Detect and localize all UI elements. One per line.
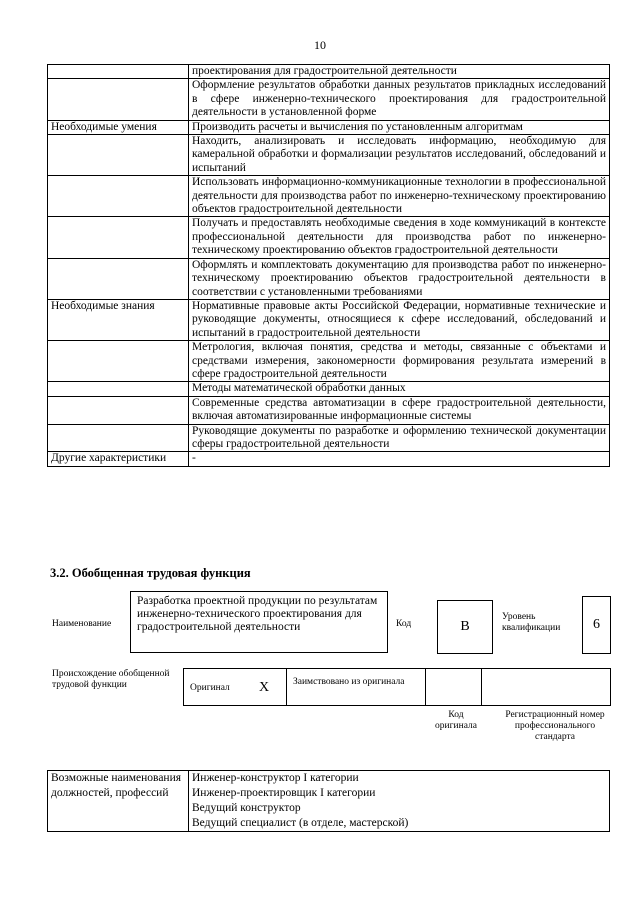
row-text: Находить, анализировать и исследовать информацию, необходимую для камеральной обработки и формализации результатов исследований, обследований и испытаний [189,135,610,176]
job-title: Инженер-конструктор I категории [192,772,359,784]
function-code-box: В [437,600,493,654]
row-label [48,217,189,258]
section-heading: 3.2. Обобщенная трудовая функция [50,566,251,580]
row-text: проектирования для градостроительной деятельности [189,65,610,79]
row-text: Производить расчеты и вычисления по установленным алгоритмам [189,120,610,134]
origin-row [183,668,611,706]
row-text: Получать и предоставлять необходимые сведения в ходе коммуникаций в контексте профессиональной деятельности для производства работ по инженерно-техническому проектированию объектов градостроительной деятельности [189,217,610,258]
table-row [48,341,610,382]
row-text: Оформление результатов обработки данных результатов прикладных исследований в сфере инженерно-технического проектирования для градостроительной деятельности в установленной форме [189,79,610,120]
table-row [48,258,610,299]
row-label: Необходимые знания [48,299,189,340]
table-row [48,135,610,176]
table-row [48,176,610,217]
code-original-cell [426,669,482,705]
reg-number-cell [482,669,612,705]
table-row [48,120,610,134]
row-text: Руководящие документы по разработке и оформлению технической документации сферы градостроительной деятельности [189,424,610,452]
table-row [48,299,610,340]
table-row [48,424,610,452]
reg-number-caption: Регистрационный номер профессионального стандарта [505,710,605,742]
table-row [48,217,610,258]
job-titles-list [189,771,610,832]
page-number: 10 [314,38,326,52]
row-text: Современные средства автоматизации в сфере градостроительной деятельности, включая автоматизированные информационные системы [189,396,610,424]
job-title: Ведущий специалист (в отделе, мастерской) [192,817,409,829]
function-name-box: Разработка проектной продукции по результатам инженерно-технического проектирования для градостроительной деятельности [130,591,388,653]
row-text: Метрология, включая понятия, средства и методы, связанные с объектами и средствами измерения, закономерности формирования результата измерений в сфере градостроительной деятельности [189,341,610,382]
row-label [48,258,189,299]
row-label [48,382,189,396]
table-row [48,65,610,79]
row-label [48,79,189,120]
job-titles-table [47,770,610,832]
level-label: Уровень квалификации [502,612,561,633]
row-label [48,135,189,176]
origin-label: Происхождение обобщенной трудовой функции [52,669,170,690]
skills-knowledge-table [47,64,610,467]
borrowed-label: Заимствовано из оригинала [293,677,405,687]
row-label [48,65,189,79]
table-row [48,79,610,120]
original-mark: X [259,680,270,695]
code-original-caption: Код оригинала [435,710,477,731]
row-text: Нормативные правовые акты Российской Федерации, нормативные технические и руководящие документы, относящиеся к сфере исследований, обследований и испытаний в градостроительной деятельности [189,299,610,340]
qualification-level-box: 6 [582,596,611,654]
row-text: - [189,452,610,466]
table-row [48,396,610,424]
name-label: Наименование [52,619,112,629]
row-label: Необходимые умения [48,120,189,134]
code-label: Код [396,619,412,629]
row-label [48,176,189,217]
job-title: Инженер-проектировщик I категории [192,787,376,799]
table-row [48,452,610,466]
row-text: Использовать информационно-коммуникационные технологии в профессиональной деятельности для производства работ по инженерно-техническому проектированию объектов градостроительной деятельности [189,176,610,217]
job-title: Ведущий конструктор [192,802,301,814]
job-titles-label: Возможные наименования должностей, профессий [48,771,189,832]
row-text: Оформлять и комплектовать документацию для производства работ по инженерно-техническому проектированию объектов градостроительной деятельности в соответствии с установленными требованиями [189,258,610,299]
original-label: Оригинал [190,683,230,693]
row-label: Другие характеристики [48,452,189,466]
table-row [48,382,610,396]
row-label [48,341,189,382]
row-text: Методы математической обработки данных [189,382,610,396]
row-label [48,424,189,452]
row-label [48,396,189,424]
